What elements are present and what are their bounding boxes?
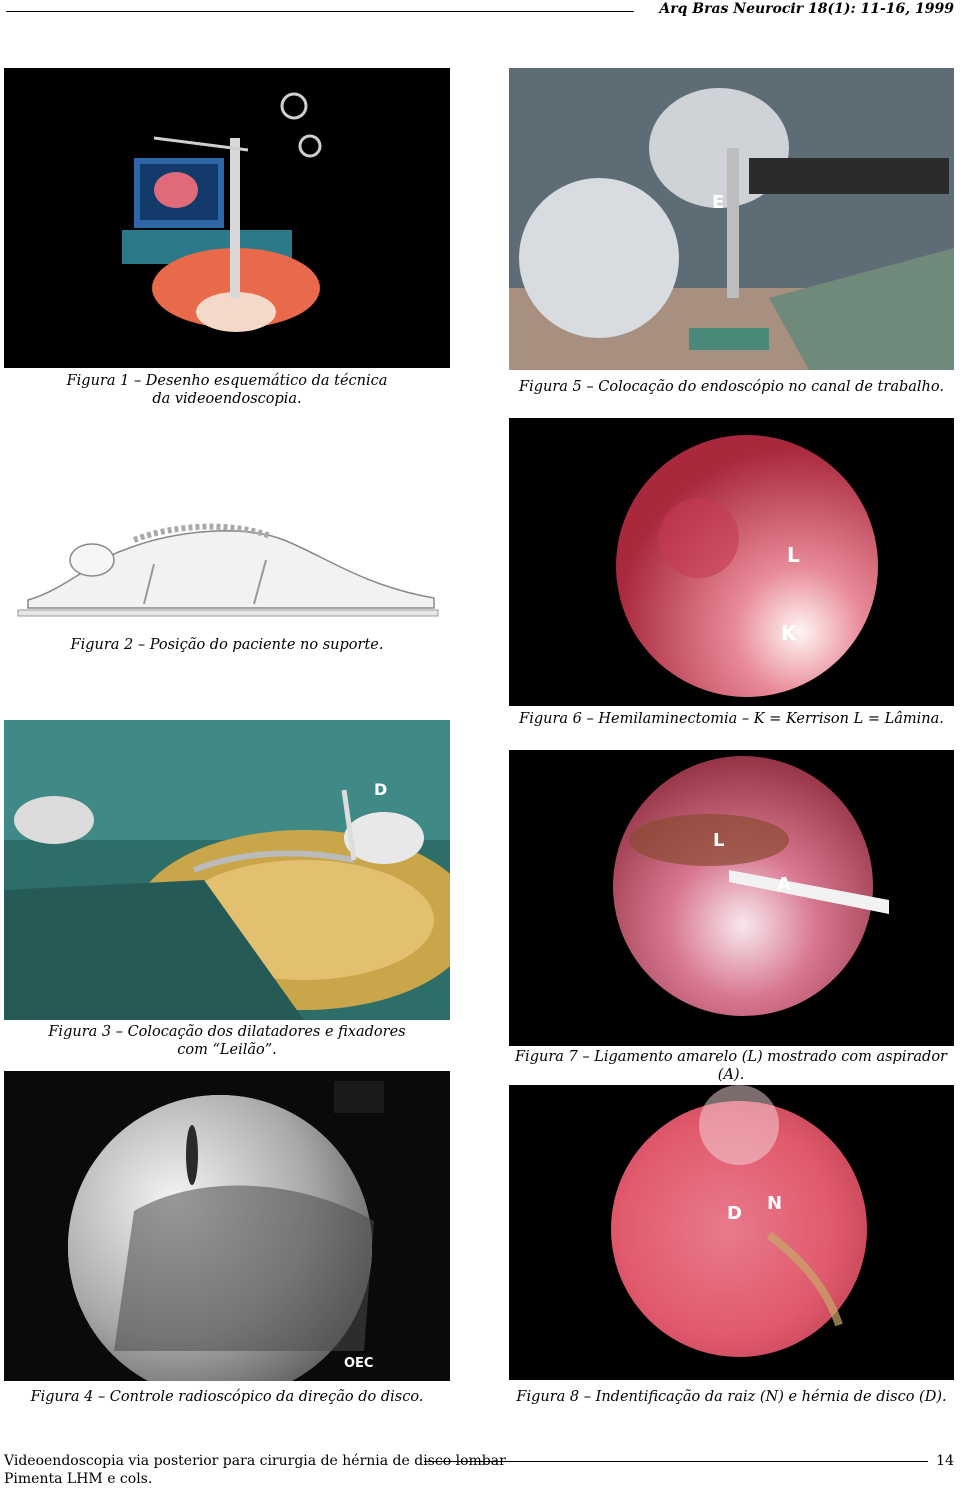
figure-2-label: Figura 2	[70, 637, 134, 653]
figure-4-caption: Figura 4 – Controle radioscópico da direção do disco.	[30, 1389, 424, 1405]
figure-6-label: Figura 6	[519, 711, 582, 727]
figure-3-caption-line1: Colocação dos dilatadores e fixadores	[127, 1024, 406, 1040]
figure-2-caption-line1: Posição do paciente no suporte.	[149, 637, 384, 653]
page-number: 14	[936, 1453, 954, 1469]
figure-8-image	[509, 1085, 954, 1380]
figure-7-image	[509, 750, 954, 1046]
figure-7-overlay-a: A	[777, 874, 791, 895]
journal-citation: Arq Bras Neurocir 18(1): 11-16, 1999	[659, 1, 954, 17]
figure-5-overlay-e: E	[712, 192, 725, 213]
figure-5-caption: Figura 5 – Colocação do endoscópio no canal de trabalho.	[519, 379, 944, 395]
figure-5-caption-line1: Colocação do endoscópio no canal de trabalho.	[598, 379, 944, 395]
figure-3-label: Figura 3	[48, 1024, 112, 1040]
footer-article-title: Videoendoscopia via posterior para cirurgia de hérnia de disco lombar	[4, 1453, 506, 1469]
figure-7-caption-line1: Ligamento amarelo (L) mostrado com aspirador (A).	[594, 1049, 947, 1083]
figure-7-label: Figura 7	[515, 1049, 578, 1065]
figure-6-caption-line1: Hemilaminectomia – K = Kerrison L = Lâmina.	[598, 711, 944, 727]
figure-7-overlay-l: L	[713, 830, 725, 851]
figure-8-caption: Figura 8 – Indentificação da raiz (N) e hérnia de disco (D).	[516, 1389, 947, 1405]
footer-rule	[424, 1461, 928, 1462]
figure-4-label: Figura 4	[30, 1389, 94, 1405]
header-rule	[6, 11, 634, 12]
figure-5-label: Figura 5	[519, 379, 582, 395]
figure-1-image	[4, 68, 450, 368]
figure-3-caption-line2: com “Leilão”.	[177, 1042, 277, 1058]
figure-3-caption: Figura 3 – Colocação dos dilatadores e fixadores com “Leilão”.	[20, 1023, 434, 1059]
figure-7-caption: Figura 7 – Ligamento amarelo (L) mostrado com aspirador (A).	[515, 1049, 947, 1083]
figure-1-caption-line1: Desenho esquemático da técnica	[145, 373, 388, 389]
figure-4-image	[4, 1071, 450, 1381]
figure-2-caption: Figura 2 – Posição do paciente no suporte.	[70, 637, 384, 653]
footer-authors: Pimenta LHM e cols.	[4, 1471, 153, 1487]
figure-1-caption-line2: da videoendoscopia.	[152, 391, 302, 407]
figure-5-image	[509, 68, 954, 370]
figure-8-caption-line1: Indentificação da raiz (N) e hérnia de disco (D).	[595, 1389, 947, 1405]
figure-1-label: Figura 1	[66, 373, 130, 389]
figure-6-overlay-l: L	[787, 543, 800, 567]
figure-6-caption: Figura 6 – Hemilaminectomia – K = Kerrison L = Lâmina.	[519, 711, 944, 727]
figure-8-label: Figura 8	[516, 1389, 580, 1405]
figure-8-overlay-n: N	[767, 1193, 783, 1214]
figure-4-overlay-oec: OEC	[344, 1356, 374, 1371]
figure-6-image	[509, 418, 954, 706]
figure-4-caption-line1: Controle radioscópico da direção do disco.	[109, 1389, 424, 1405]
figure-3-image	[4, 720, 450, 1020]
figure-3-overlay-d: D	[374, 780, 388, 799]
figure-8-overlay-d: D	[727, 1203, 742, 1224]
figure-1-caption: Figura 1 – Desenho esquemático da técnica da videoendoscopia.	[20, 372, 434, 408]
figure-2-image	[4, 500, 450, 628]
figure-6-overlay-k: K	[781, 621, 797, 645]
